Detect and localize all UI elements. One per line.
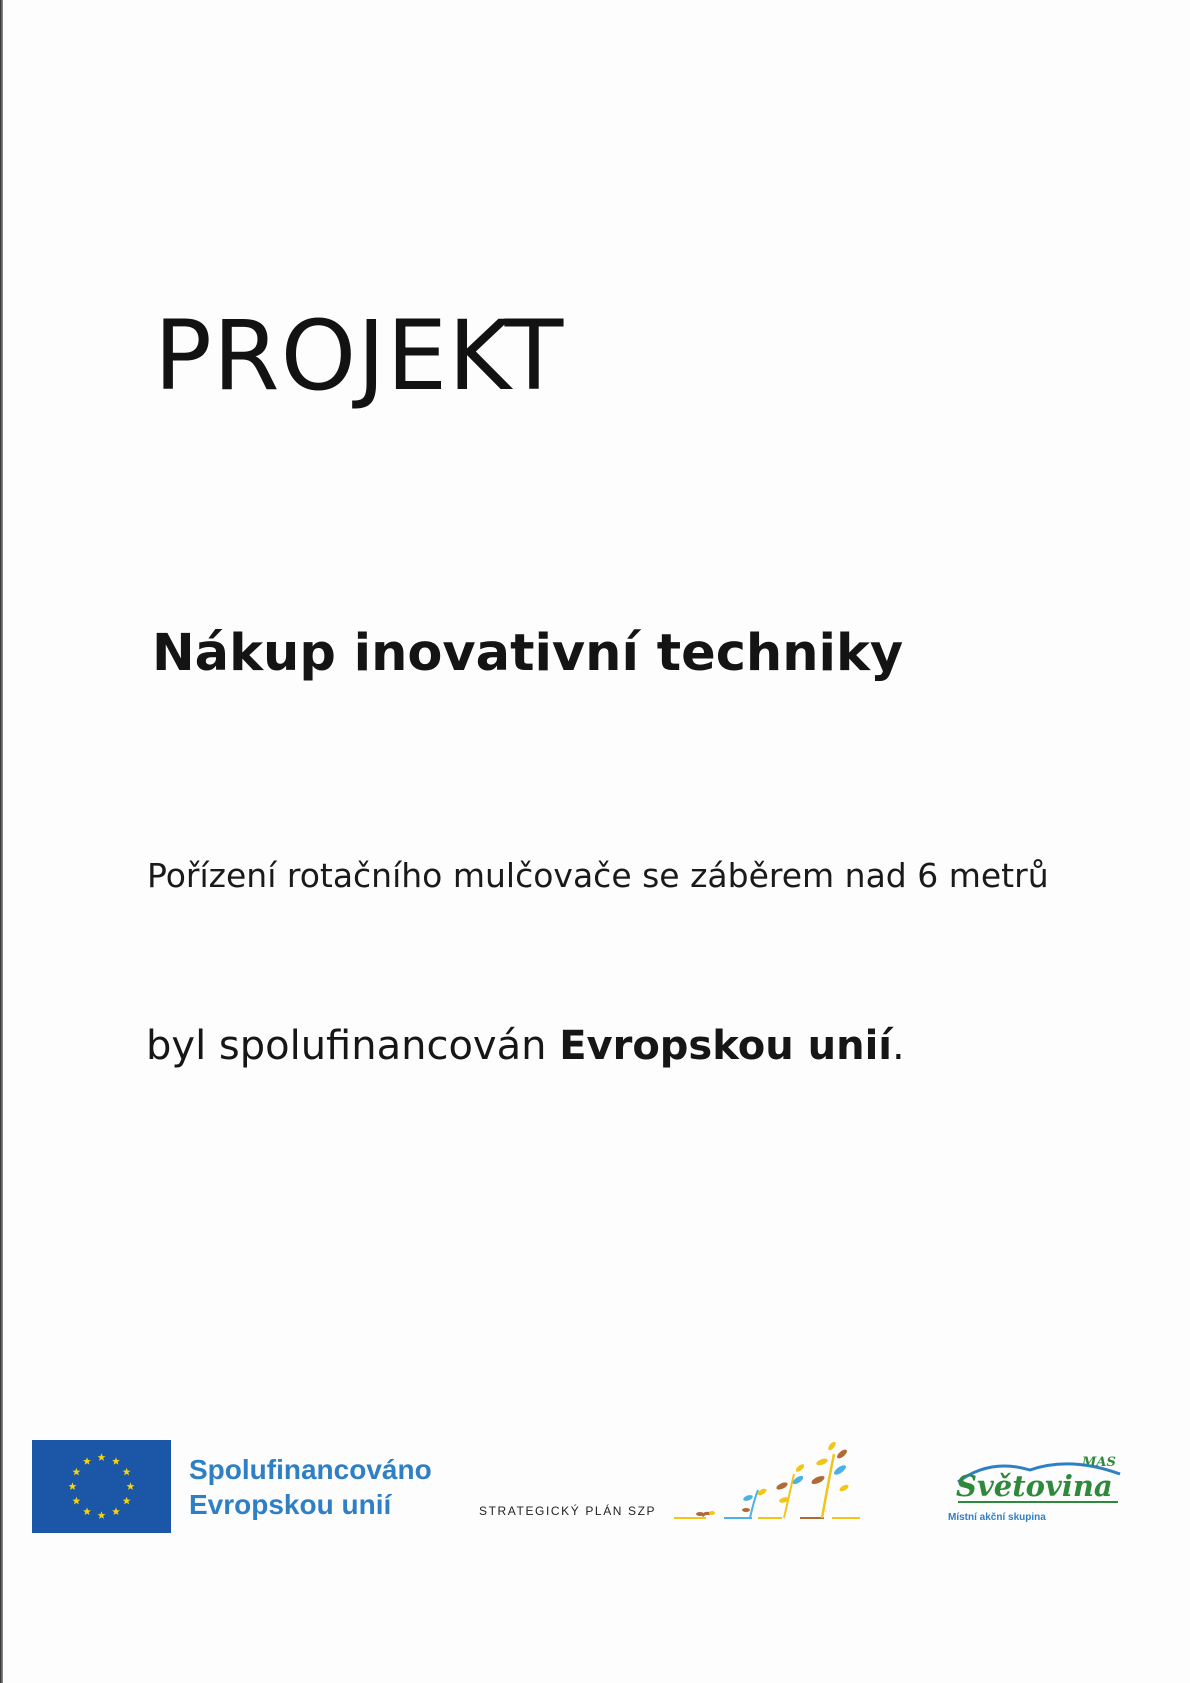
project-description: Pořízení rotačního mulčovače se záběrem nad 6 metrů	[147, 856, 1049, 895]
eu-cofinanced-label	[189, 1452, 432, 1522]
eu-star	[127, 1482, 135, 1490]
cofinancing-eu: Evropskou unií	[559, 1023, 893, 1069]
eu-label-line2: Evropskou unií	[189, 1489, 392, 1520]
eu-star	[69, 1482, 77, 1490]
eu-star	[98, 1453, 106, 1461]
cofinancing-prefix: byl spolufinancován	[146, 1023, 560, 1069]
page-title: PROJEKT	[154, 300, 565, 412]
mas-tag: MAS	[1082, 1455, 1116, 1470]
eu-star	[83, 1457, 91, 1465]
cofinancing-statement	[146, 1023, 905, 1069]
eu-star	[123, 1468, 131, 1476]
mas-name: Světovina	[956, 1469, 1113, 1503]
eu-star	[83, 1507, 91, 1515]
eu-star	[72, 1468, 80, 1476]
eu-star	[98, 1511, 106, 1519]
project-name: Nákup inovativní techniky	[152, 624, 904, 683]
eu-star	[123, 1497, 131, 1505]
eu-star	[72, 1497, 80, 1505]
sprouting-plants-icon	[672, 1440, 882, 1522]
eu-star	[112, 1457, 120, 1465]
cofinancing-suffix: .	[892, 1023, 905, 1069]
mas-caption: Místní akční skupina	[948, 1512, 1046, 1523]
eu-label-line1: Spolufinancováno	[189, 1454, 432, 1485]
eu-flag-icon	[32, 1440, 171, 1533]
szp-label: STRATEGICKÝ PLÁN SZP	[479, 1504, 657, 1518]
scan-edge	[0, 0, 3, 1683]
eu-star	[112, 1507, 120, 1515]
